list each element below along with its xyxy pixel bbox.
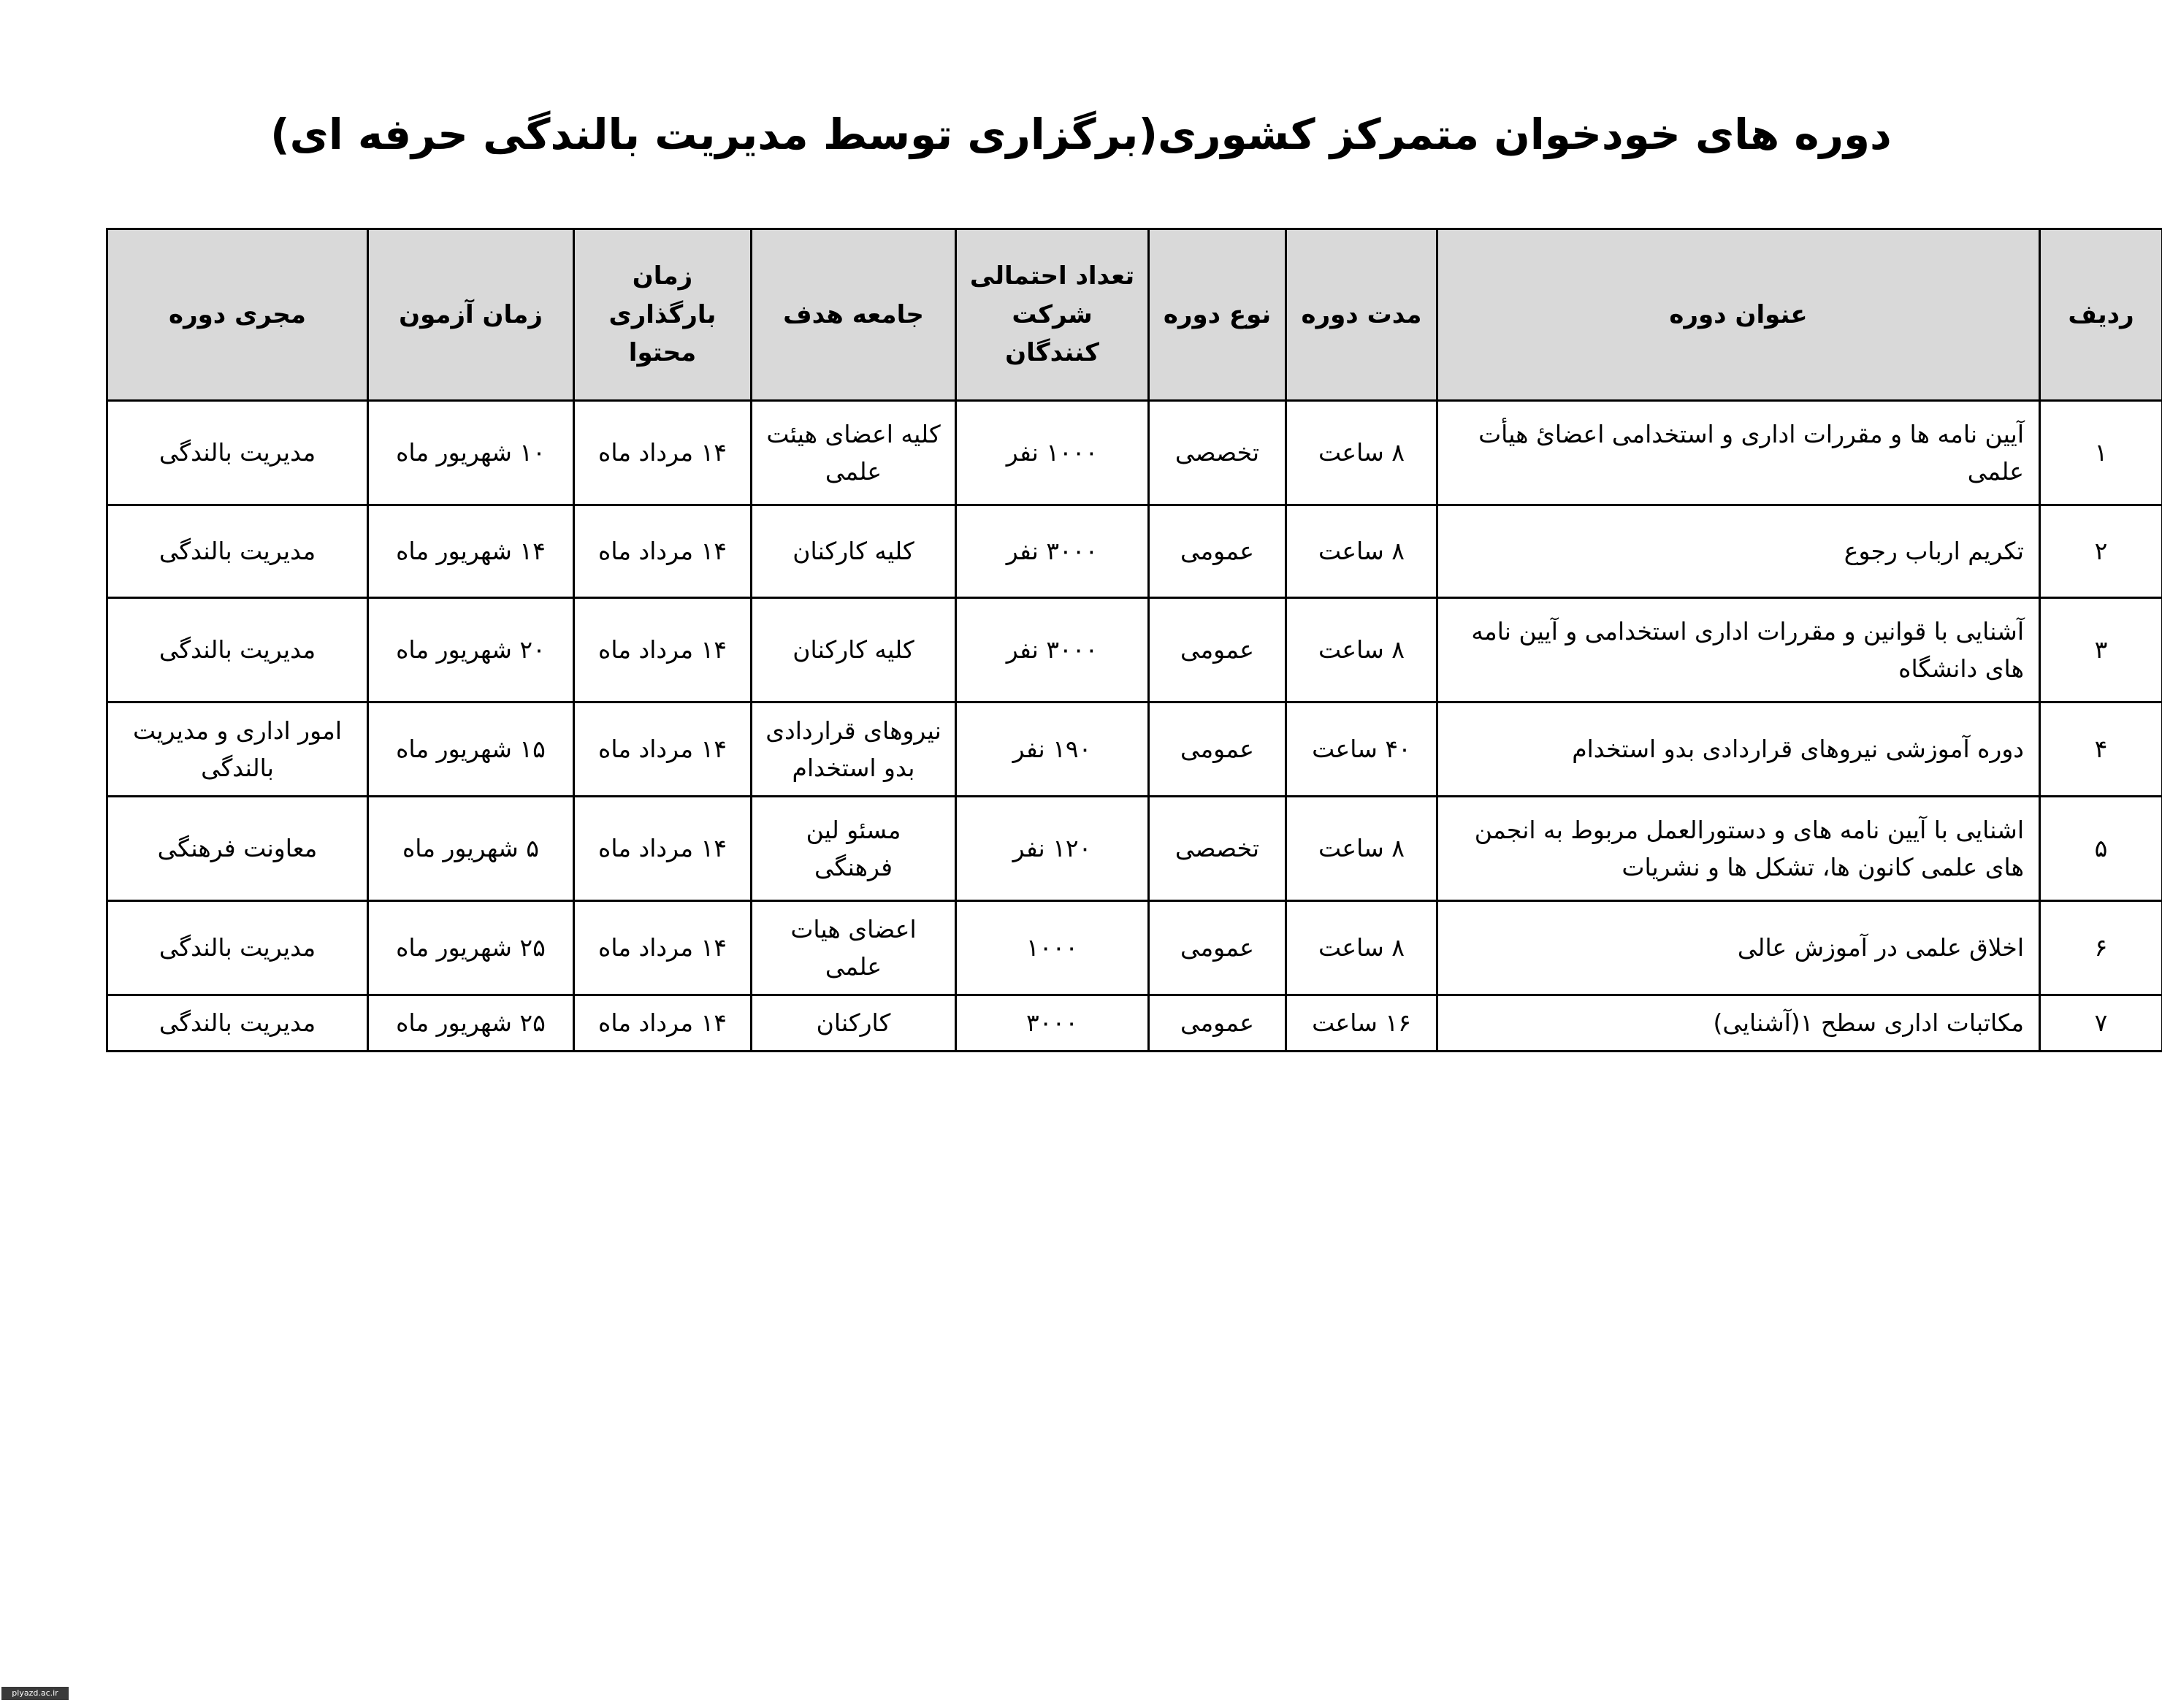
cell-target: مسئو لین فرهنگی	[752, 797, 956, 901]
cell-course-title: مکاتبات اداری سطح ۱(آشنایی)	[1437, 995, 2040, 1052]
cell-course-type: عمومی	[1149, 598, 1286, 702]
cell-organizer: مدیریت بالندگی	[107, 995, 368, 1052]
cell-target: کلیه کارکنان	[752, 505, 956, 598]
cell-course-title: تکریم ارباب رجوع	[1437, 505, 2040, 598]
cell-participants: ۳۰۰۰	[956, 995, 1149, 1052]
cell-course-title: دوره آموزشی نیروهای قراردادی بدو استخدام	[1437, 702, 2040, 797]
cell-row-no: ۷	[2040, 995, 2162, 1052]
cell-course-title: اخلاق علمی در آموزش عالی	[1437, 901, 2040, 995]
cell-organizer: امور اداری و مدیریت بالندگی	[107, 702, 368, 797]
table-row	[107, 598, 2162, 702]
header-exam-time: زمان آزمون	[368, 229, 574, 401]
cell-participants: ۱۰۰۰ نفر	[956, 401, 1149, 505]
cell-row-no: ۲	[2040, 505, 2162, 598]
table-row	[107, 401, 2162, 505]
courses-table	[106, 228, 2162, 1052]
cell-course-type: عمومی	[1149, 901, 1286, 995]
site-logo: plyazd.ac.ir	[1, 1687, 69, 1700]
cell-duration: ۱۶ ساعت	[1286, 995, 1437, 1052]
cell-duration: ۸ ساعت	[1286, 901, 1437, 995]
cell-duration: ۸ ساعت	[1286, 797, 1437, 901]
cell-organizer: مدیریت بالندگی	[107, 401, 368, 505]
cell-target: نیروهای قراردادی بدو استخدام	[752, 702, 956, 797]
cell-row-no: ۵	[2040, 797, 2162, 901]
cell-content-time: ۱۴ مرداد ماه	[574, 901, 752, 995]
cell-exam-time: ۱۵ شهریور ماه	[368, 702, 574, 797]
cell-course-type: عمومی	[1149, 995, 1286, 1052]
table-row	[107, 797, 2162, 901]
cell-target: کلیه اعضای هیئت علمی	[752, 401, 956, 505]
header-target: جامعه هدف	[752, 229, 956, 401]
cell-row-no: ۱	[2040, 401, 2162, 505]
cell-participants: ۱۲۰ نفر	[956, 797, 1149, 901]
table-row	[107, 995, 2162, 1052]
table-row	[107, 505, 2162, 598]
cell-course-title: اشنایی با آیین نامه های و دستورالعمل مربوط به انجمن های علمی کانون ها، تشکل ها و نشریات	[1437, 797, 2040, 901]
header-course-title: عنوان دوره	[1437, 229, 2040, 401]
cell-participants: ۳۰۰۰ نفر	[956, 505, 1149, 598]
cell-duration: ۸ ساعت	[1286, 505, 1437, 598]
cell-course-title: آشنایی با قوانین و مقررات اداری استخدامی و آیین نامه های دانشگاه	[1437, 598, 2040, 702]
cell-course-title: آیین نامه ها و مقررات اداری و استخدامی اعضائ هیأت علمی	[1437, 401, 2040, 505]
cell-row-no: ۴	[2040, 702, 2162, 797]
cell-exam-time: ۲۵ شهریور ماه	[368, 995, 574, 1052]
cell-organizer: مدیریت بالندگی	[107, 901, 368, 995]
header-content-time: زمان بارگذاری محتوا	[574, 229, 752, 401]
cell-participants: ۱۰۰۰	[956, 901, 1149, 995]
courses-table-container	[106, 228, 2161, 1052]
table-row	[107, 702, 2162, 797]
cell-exam-time: ۱۰ شهریور ماه	[368, 401, 574, 505]
cell-content-time: ۱۴ مرداد ماه	[574, 995, 752, 1052]
cell-content-time: ۱۴ مرداد ماه	[574, 598, 752, 702]
cell-exam-time: ۱۴ شهریور ماه	[368, 505, 574, 598]
cell-course-type: عمومی	[1149, 505, 1286, 598]
cell-course-type: عمومی	[1149, 702, 1286, 797]
header-row-no: ردیف	[2040, 229, 2162, 401]
cell-course-type: تخصصی	[1149, 401, 1286, 505]
cell-organizer: مدیریت بالندگی	[107, 505, 368, 598]
cell-target: کلیه کارکنان	[752, 598, 956, 702]
cell-exam-time: ۲۵ شهریور ماه	[368, 901, 574, 995]
cell-target: کارکنان	[752, 995, 956, 1052]
cell-organizer: معاونت فرهنگی	[107, 797, 368, 901]
header-course-type: نوع دوره	[1149, 229, 1286, 401]
cell-participants: ۱۹۰ نفر	[956, 702, 1149, 797]
cell-row-no: ۶	[2040, 901, 2162, 995]
cell-content-time: ۱۴ مرداد ماه	[574, 702, 752, 797]
cell-course-type: تخصصی	[1149, 797, 1286, 901]
cell-organizer: مدیریت بالندگی	[107, 598, 368, 702]
cell-participants: ۳۰۰۰ نفر	[956, 598, 1149, 702]
header-participants: تعداد احتمالی شرکت کنندگان	[956, 229, 1149, 401]
table-header-row	[107, 229, 2162, 401]
cell-row-no: ۳	[2040, 598, 2162, 702]
cell-duration: ۸ ساعت	[1286, 401, 1437, 505]
cell-content-time: ۱۴ مرداد ماه	[574, 505, 752, 598]
cell-target: اعضای هیات علمی	[752, 901, 956, 995]
cell-exam-time: ۵ شهریور ماه	[368, 797, 574, 901]
page-title: دوره های خودخوان متمرکز کشوری(برگزاری توسط مدیریت بالندگی حرفه ای)	[270, 110, 1892, 159]
header-organizer: مجری دوره	[107, 229, 368, 401]
header-duration: مدت دوره	[1286, 229, 1437, 401]
cell-content-time: ۱۴ مرداد ماه	[574, 797, 752, 901]
cell-duration: ۸ ساعت	[1286, 598, 1437, 702]
table-row	[107, 901, 2162, 995]
cell-content-time: ۱۴ مرداد ماه	[574, 401, 752, 505]
cell-exam-time: ۲۰ شهریور ماه	[368, 598, 574, 702]
cell-duration: ۴۰ ساعت	[1286, 702, 1437, 797]
